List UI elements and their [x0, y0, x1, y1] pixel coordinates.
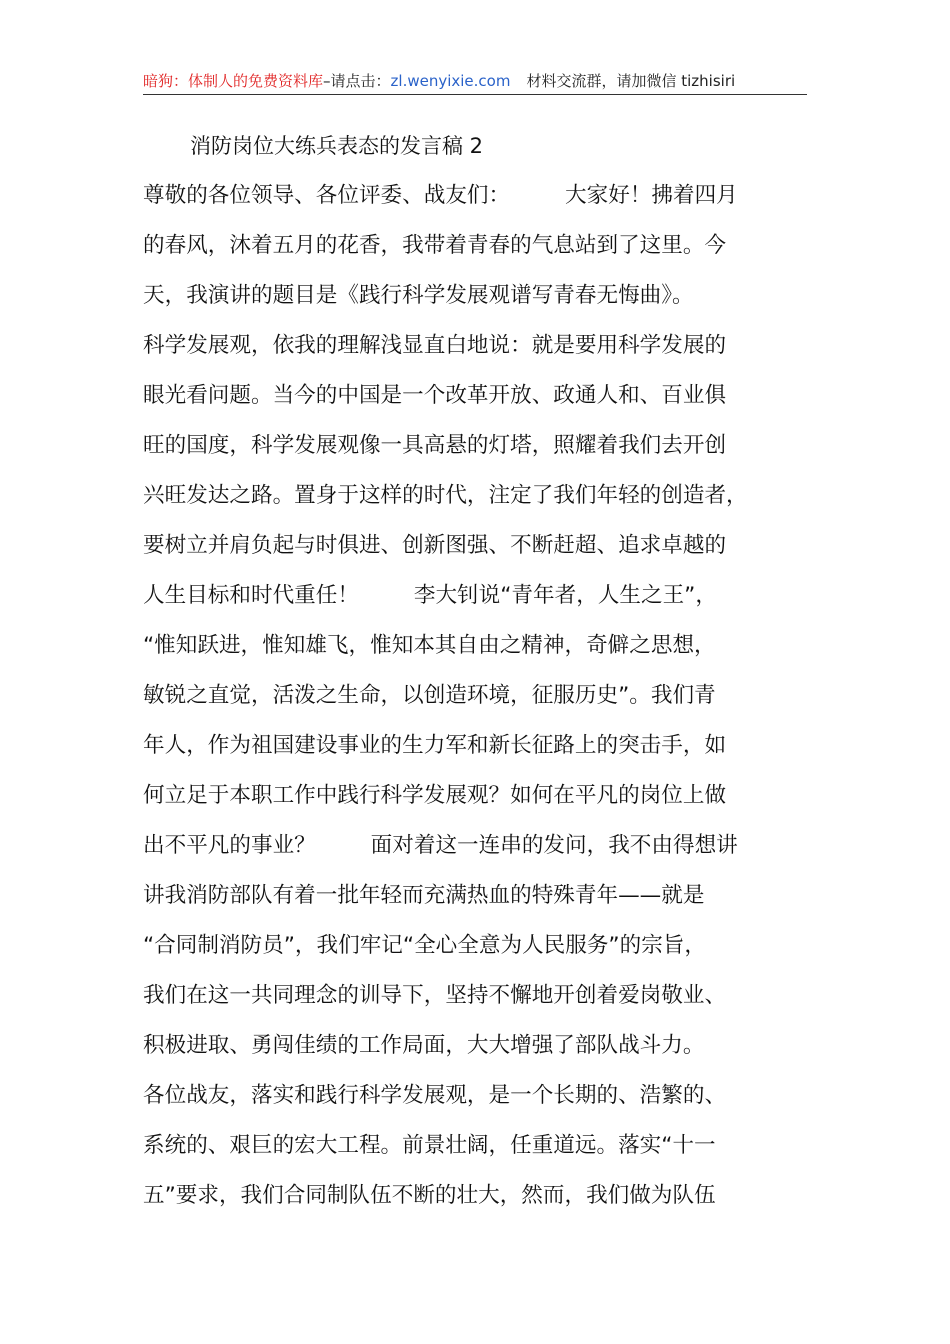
text-line: 人生目标和时代重任！ 李大钊说“青年者，人生之王”，: [143, 583, 717, 608]
text-line: 眼光看问题。当今的中国是一个改革开放、政通人和、百业俱: [143, 383, 727, 408]
text-line: 敏锐之直觉，活泼之生命，以创造环境，征服历史”。我们青: [143, 683, 716, 708]
site-link[interactable]: zl.wenyixie.com: [390, 72, 511, 90]
text-line: 各位战友，落实和践行科学发展观，是一个长期的、浩繁的、: [143, 1083, 727, 1108]
text-line: 我们在这一共同理念的训导下，坚持不懈地开创着爱岗敬业、: [143, 983, 727, 1008]
text-line: 的春风，沐着五月的花香，我带着青春的气息站到了这里。今: [143, 233, 727, 258]
text-line: 积极进取、勇闯佳绩的工作局面，大大增强了部队战斗力。: [143, 1033, 705, 1058]
text-line: 旺的国度，科学发展观像一具高悬的灯塔，照耀着我们去开创: [143, 433, 727, 458]
page-header: [143, 70, 807, 95]
site-name: 暗狗：体制人的免费资料库: [143, 72, 324, 90]
text-line: 出不平凡的事业？ 面对着这一连串的发问，我不由得想讲: [143, 833, 738, 858]
group-contact-text: 材料交流群，请加微信 tizhisiri: [526, 72, 736, 90]
text-line: 五”要求，我们合同制队伍不断的壮大，然而，我们做为队伍: [143, 1183, 716, 1208]
text-line: 科学发展观，依我的理解浅显直白地说：就是要用科学发展的: [143, 333, 727, 358]
text-line: 何立足于本职工作中践行科学发展观？如何在平凡的岗位上做: [143, 783, 727, 808]
text-line: 讲我消防部队有着一批年轻而充满热血的特殊青年——就是: [143, 883, 705, 908]
text-line: 要树立并肩负起与时俱进、创新图强、不断赶超、追求卓越的: [143, 533, 727, 558]
document-body: [143, 178, 833, 1228]
text-line: 系统的、艰巨的宏大工程。前景壮阔，任重道远。落实“十一: [143, 1133, 716, 1158]
document-title: 消防岗位大练兵表态的发言稿 2: [190, 134, 484, 158]
click-prompt: –请点击：: [323, 72, 391, 90]
text-line: 天，我演讲的题目是《践行科学发展观谱写青春无悔曲》。: [143, 283, 694, 308]
text-line: “惟知跃进，惟知雄飞，惟知本其自由之精神，奇僻之思想，: [143, 633, 716, 658]
text-line: 年人，作为祖国建设事业的生力军和新长征路上的突击手，如: [143, 733, 727, 758]
text-line: 兴旺发达之路。置身于这样的时代，注定了我们年轻的创造者，: [143, 483, 748, 508]
text-line: 尊敬的各位领导、各位评委、战友们： 大家好！拂着四月: [143, 183, 738, 208]
text-line: “合同制消防员”，我们牢记“全心全意为人民服务”的宗旨，: [143, 933, 706, 958]
